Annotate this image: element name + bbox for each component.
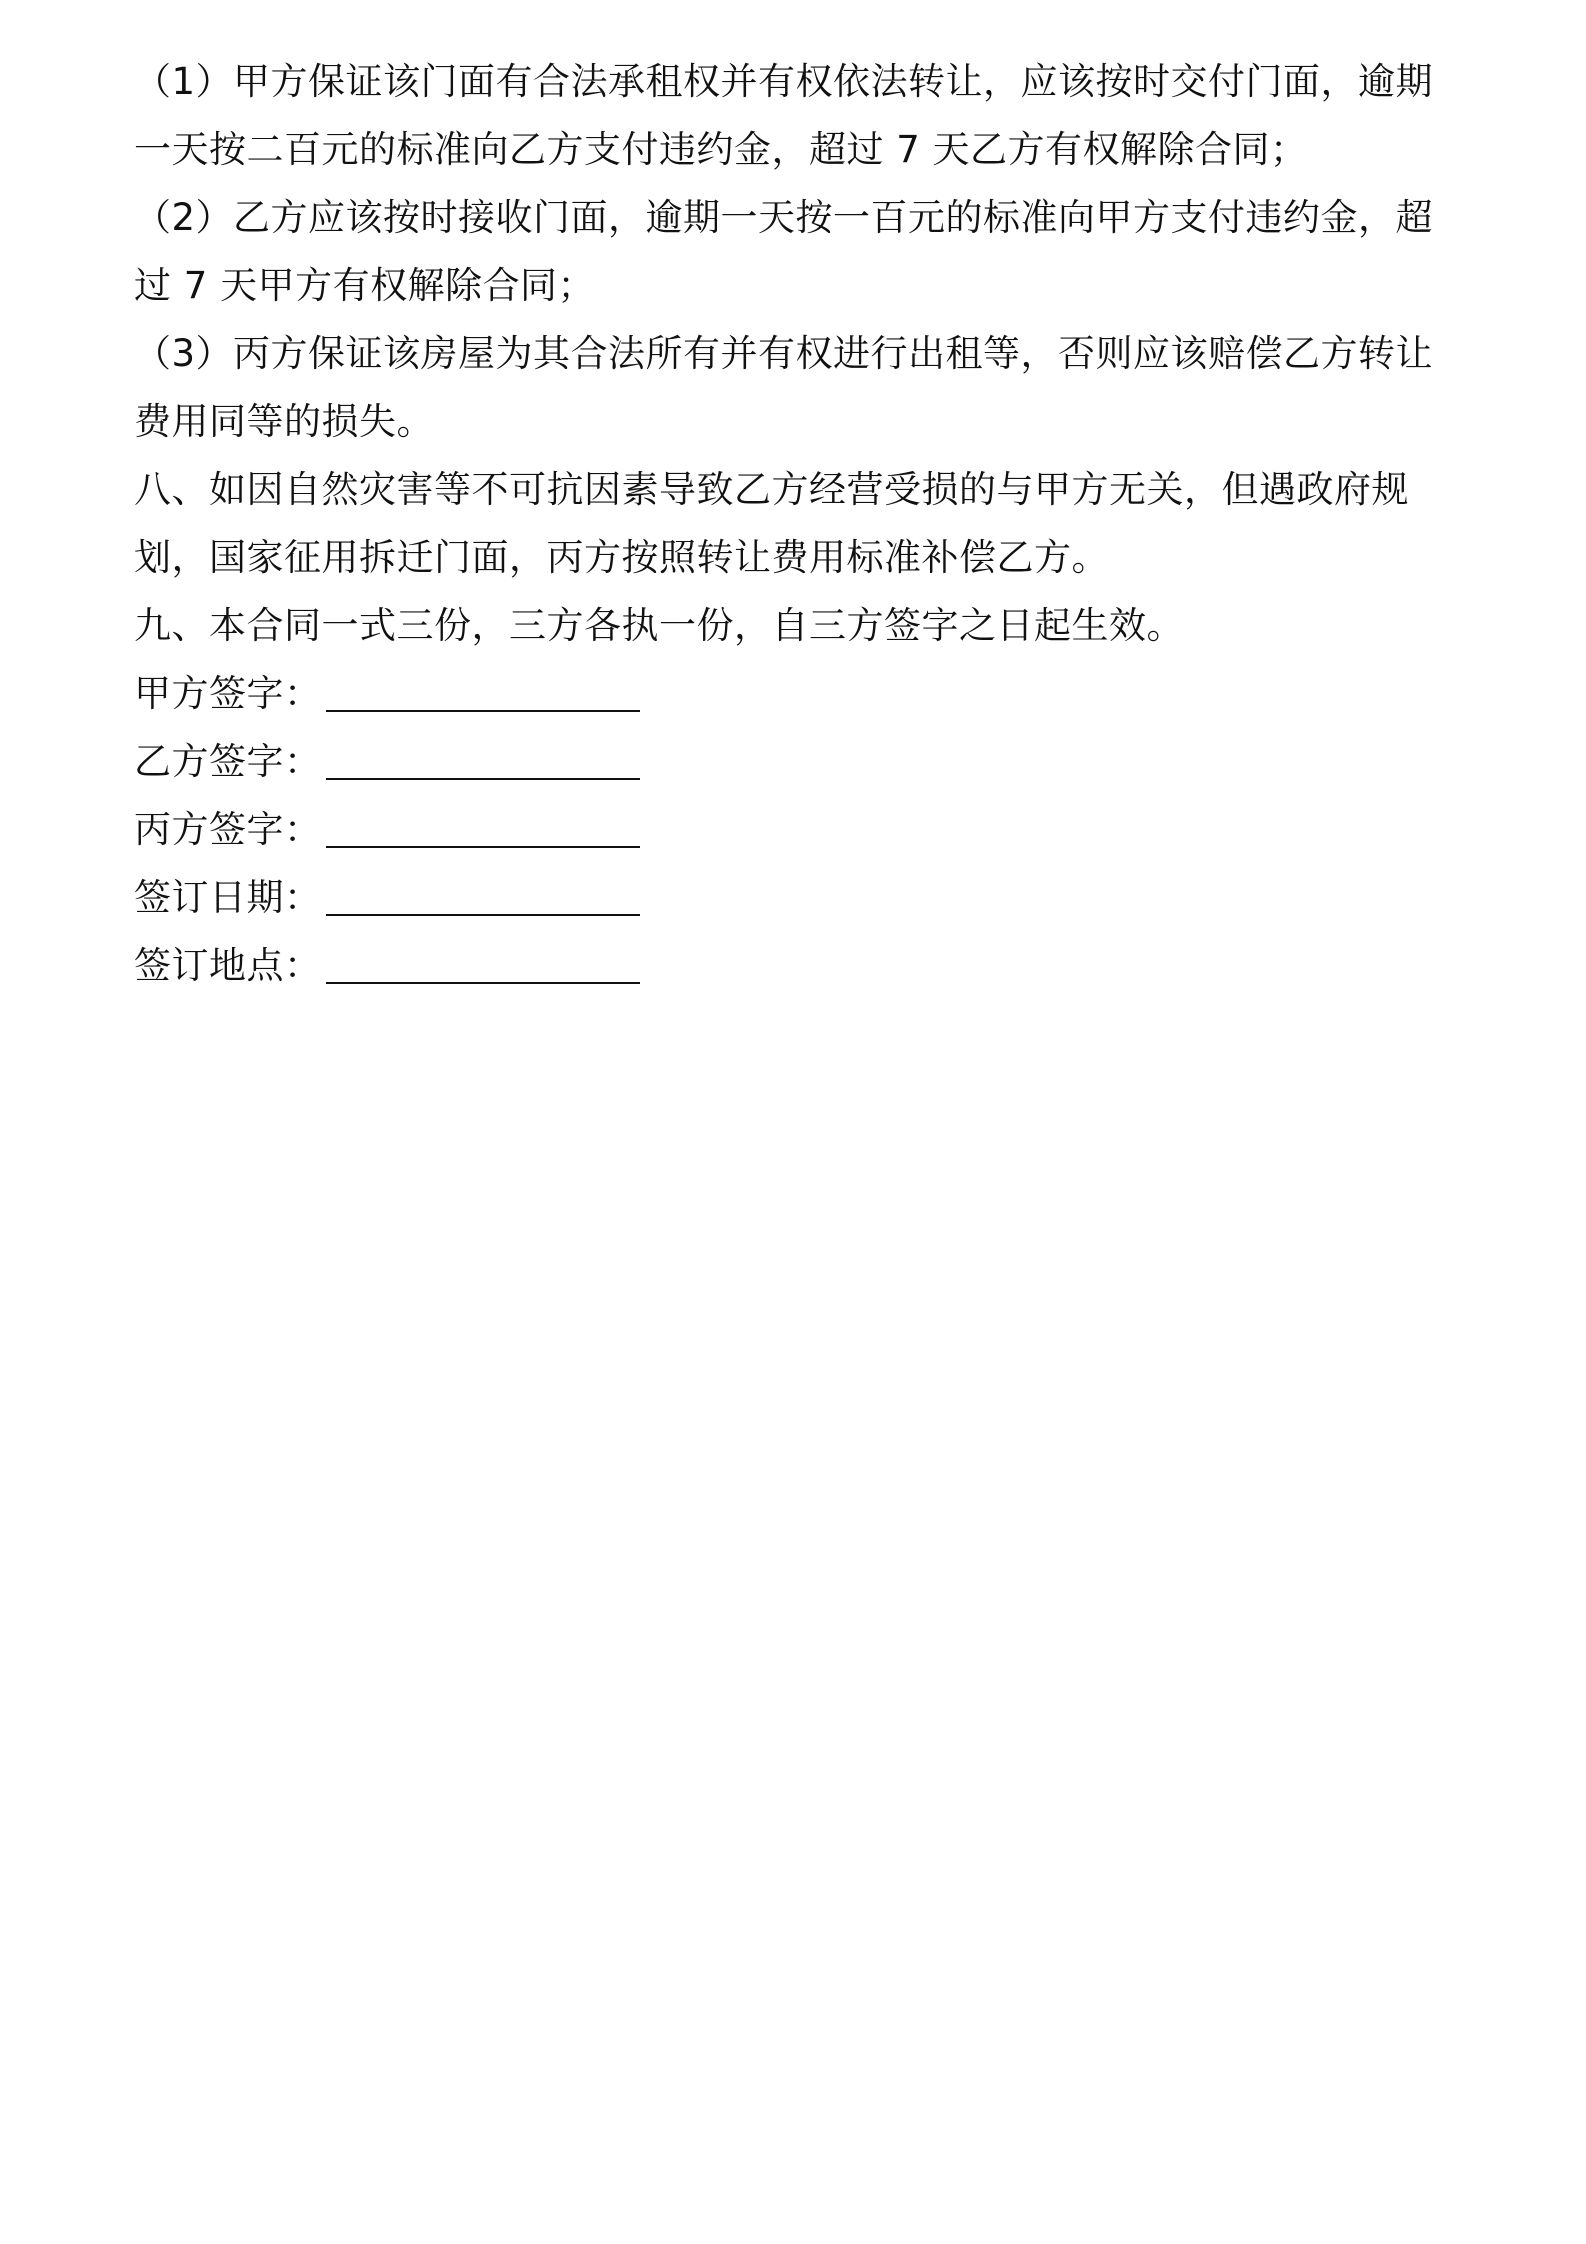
clause-2-paragraph: （2）乙方应该按时接收门面，逾期一天按一百元的标准向甲方支付违约金，超过 7 天甲方有权解除合同； — [134, 196, 1434, 307]
article-8-paragraph: 八、如因自然灾害等不可抗因素导致乙方经营受损的与甲方无关，但遇政府规划，国家征用拆迁门面，丙方按照转让费用标准补偿乙方。 — [134, 468, 1409, 579]
signing-place-line — [326, 982, 640, 984]
signing-date-label: 签订日期： — [134, 876, 322, 919]
party-b-signature-label: 乙方签字： — [134, 740, 322, 783]
clause-3-paragraph: （3）丙方保证该房屋为其合法所有并有权进行出租等，否则应该赔偿乙方转让费用同等的损失。 — [134, 332, 1434, 443]
article-9-paragraph: 九、本合同一式三份，三方各执一份，自三方签字之日起生效。 — [134, 604, 1184, 647]
party-a-signature-row — [134, 660, 1454, 728]
party-c-signature-row — [134, 796, 1454, 864]
signing-date-row — [134, 864, 1454, 932]
document-body — [134, 48, 1454, 1000]
party-c-signature-line — [326, 846, 640, 848]
signing-place-label: 签订地点： — [134, 944, 322, 987]
party-a-signature-line — [326, 710, 640, 712]
clause-1-paragraph: （1）甲方保证该门面有合法承租权并有权依法转让，应该按时交付门面，逾期一天按二百元的标准向乙方支付违约金，超过 7 天乙方有权解除合同； — [134, 60, 1434, 171]
signing-date-line — [326, 914, 640, 916]
party-b-signature-line — [326, 778, 640, 780]
party-c-signature-label: 丙方签字： — [134, 808, 322, 851]
party-a-signature-label: 甲方签字： — [134, 672, 322, 715]
signing-place-row — [134, 932, 1454, 1000]
party-b-signature-row — [134, 728, 1454, 796]
